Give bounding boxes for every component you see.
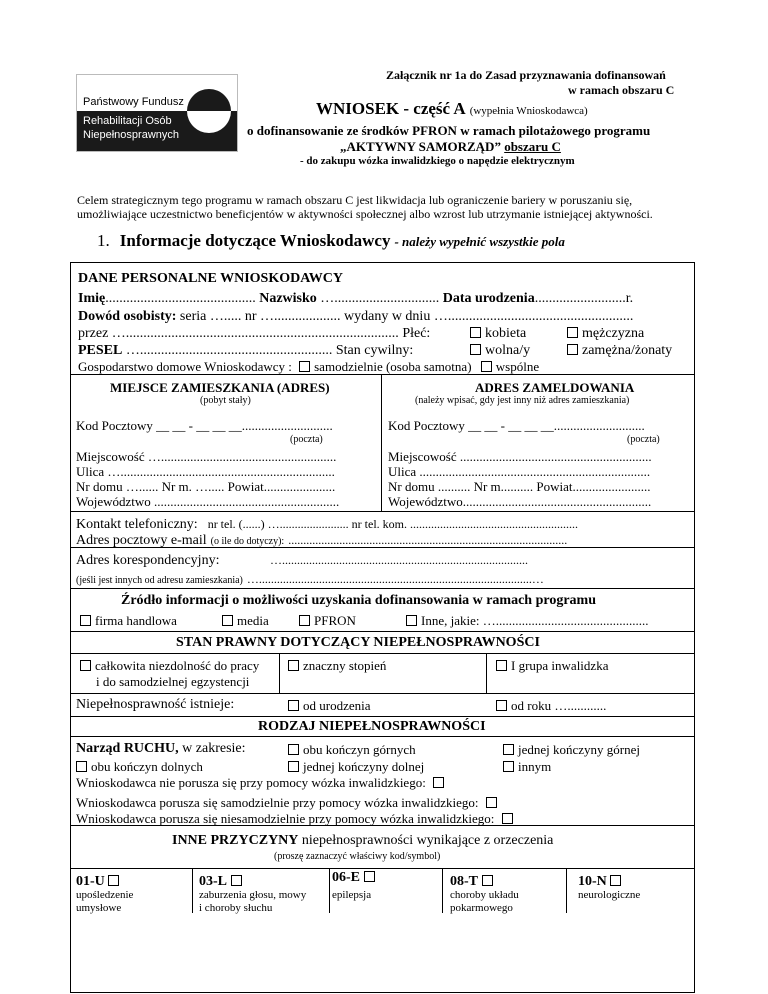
legal-total-incapacity-option[interactable]: całkowita niezdolność do pracy [80,658,259,674]
checkbox-icon[interactable] [364,871,375,882]
divider [70,716,695,717]
code-03l-desc-2: i choroby słuchu [199,902,273,914]
code-08t-option[interactable]: 08-T [450,874,497,890]
logo-half-circle-icon [183,83,235,143]
divider [70,631,695,632]
checkbox-icon[interactable] [470,327,481,338]
codes-divider [566,868,567,913]
program-area: obszaru C [504,139,561,154]
checkbox-icon[interactable] [486,797,497,808]
checkbox-icon[interactable] [222,615,233,626]
checkbox-icon[interactable] [567,327,578,338]
checkbox-icon[interactable] [76,761,87,772]
divider [70,653,695,654]
phone-field[interactable]: nr tel. (......) …....................... nr tel. kom. ........................................................ [207,517,578,531]
code-01u-desc-1: upośledzenie [76,889,134,901]
legal-divider [486,653,487,693]
code-06e-option[interactable]: 06-E [332,870,379,886]
both-upper-limbs-option[interactable]: obu kończyn górnych [288,742,416,758]
personal-line-2 [78,309,633,325]
checkbox-icon[interactable] [288,761,299,772]
intro-line-2: umożliwiające uczestnictwo beneficjentów w aktywności społecznej albo wzrost lub utrzymanie istniejącej aktywności. [77,207,653,221]
attachment-line-2: w ramach obszaru C [568,83,675,97]
section-note: - należy wypełnić wszystkie pola [394,234,565,249]
assisted-wheelchair-row: Wnioskodawca porusza się niesamodzielnie przy pomocy wózka inwalidzkiego: [76,811,517,827]
email-label: Adres pocztowy e-mail [76,533,207,548]
source-other-option[interactable]: Inne, jakie: …............................................... [406,613,648,629]
email-note: (o ile do dotyczy): [210,536,285,547]
personal-heading: DANE PERSONALNE WNIOSKODAWCY [78,271,344,286]
residence-subtitle: (pobyt stały) [200,395,251,406]
correspondence-field[interactable]: ….................................................................................. [270,553,528,567]
checkbox-icon[interactable] [299,615,310,626]
first-name-label: Imię [78,291,106,306]
legal-status-title: STAN PRAWNY DOTYCZĄCY NIEPEŁNOSPRAWNOŚCI [176,635,540,650]
residence-post-office-label: (poczta) [290,434,323,445]
correspondence-row-2 [76,570,544,588]
correspondence-note: (jeśli jest innych od adresu zamieszkania) [76,575,243,586]
pfron-logo [76,74,238,152]
checkbox-icon[interactable] [481,361,492,372]
disability-exists-label: Niepełnosprawność istnieje: [76,697,235,712]
residence-city-field[interactable]: Miejscowość …...................................................... [76,449,337,464]
checkbox-icon[interactable] [502,813,513,824]
code-08t-desc-1: choroby układu [450,889,519,901]
form-subtitle-2 [340,139,561,155]
divider [70,511,695,512]
checkbox-icon[interactable] [288,744,299,755]
legal-divider [279,653,280,693]
checkbox-icon[interactable] [567,344,578,355]
residence-title: MIEJSCE ZAMIESZKANIA (ADRES) [110,380,330,395]
code-03l-desc-1: zaburzenia głosu, mowy [199,889,307,901]
intro-line-1: Celem strategicznym tego programu w ramach obszaru C jest likwidacja lub ograniczenie bariery w poruszaniu się, [77,193,633,207]
checkbox-icon[interactable] [496,660,507,671]
id-card-field[interactable]: seria …..... nr …................... wydany w dniu …..................................................... [179,309,634,324]
correspondence-label: Adres korespondencyjny: [76,553,220,568]
form-title-note: (wypełnia Wnioskodawca) [469,105,588,117]
personal-line-1 [78,291,633,307]
form-title-row [316,99,588,119]
id-card-label: Dowód osobisty: [78,309,177,324]
divider [70,588,695,589]
checkbox-icon[interactable] [482,875,493,886]
section-title: Informacje dotyczące Wnioskodawcy [119,231,391,250]
sex-label: Płeć: [402,326,431,341]
household-shared-option[interactable]: wspólne [481,359,539,374]
email-field[interactable]: ............................................................................................. [288,533,568,547]
registration-number-field[interactable]: Nr domu .......... Nr m.......... Powiat........................ [388,479,651,494]
divider [70,693,695,694]
one-lower-limb-option[interactable]: jednej kończyny dolnej [288,759,424,775]
code-01u-desc-2: umysłowe [76,902,122,914]
codes-divider [329,868,330,913]
logo-text-top: Państwowy Fundusz [83,96,184,108]
logo-text-line2: Rehabilitacji Osób [83,115,172,127]
sex-female-option[interactable]: kobieta [470,326,526,342]
issued-by-field[interactable]: przez ….............................................................................. [78,326,399,341]
marital-label: Stan cywilny: [335,343,414,358]
checkbox-icon[interactable] [470,344,481,355]
checkbox-icon[interactable] [80,615,91,626]
pesel-label: PESEL [78,343,123,358]
form-title: WNIOSEK - część A [316,99,466,118]
pesel-field[interactable]: …....................................................... [125,343,333,358]
codes-divider [192,868,193,913]
source-pfron-option[interactable]: PFRON [299,613,356,629]
registration-subtitle: (należy wpisać, gdy jest inny niż adres zamieszkania) [415,395,630,406]
residence-postcode-field[interactable]: Kod Pocztowy __ __ - __ __ __............................ [76,418,333,433]
logo-text-line3: Niepełnosprawnych [83,129,179,141]
registration-voivodeship-field[interactable]: Województwo.......................................................... [388,494,652,509]
residence-number-field[interactable]: Nr domu …...... Nr m. …..... Powiat...................... [76,479,336,494]
residence-street-field[interactable]: Ulica ….................................................................. [76,464,335,479]
other-scope-option[interactable]: innym [503,759,551,775]
checkbox-icon[interactable] [503,744,514,755]
disability-since-year-option[interactable]: od roku …............ [496,698,606,714]
source-title: Źródło informacji o możliwości uzyskania dofinansowania w ramach programu [121,593,596,608]
form-subtitle-1: o dofinansowanie ze środków PFRON w ramach pilotażowego programu [247,123,651,138]
personal-line-5 [78,359,539,375]
first-name-field[interactable]: ........................................... [105,291,256,306]
legal-total-incapacity-line-2: i do samodzielnej egzystencji [96,674,250,689]
disability-type-title: RODZAJ NIEPEŁNOSPRAWNOŚCI [258,719,486,734]
code-10n-desc-1: neurologiczne [578,889,641,901]
program-name: „AKTYWNY SAMORZĄD” [340,139,501,154]
source-media-option[interactable]: media [222,613,269,629]
codes-divider [442,868,443,913]
legal-group-one-option[interactable]: I grupa inwalidzka [496,658,608,674]
checkbox-icon[interactable] [288,700,299,711]
one-upper-limb-option[interactable]: jednej kończyny górnej [503,742,640,758]
attachment-line-1: Załącznik nr 1a do Zasad przyznawania dofinansowań [386,68,666,82]
disability-from-birth-option[interactable]: od urodzenia [288,698,371,714]
birth-date-field[interactable]: ..........................r. [534,291,634,306]
registration-post-office-label: (poczta) [627,434,660,445]
code-06e-desc-1: epilepsja [332,889,372,901]
household-alone-option[interactable]: samodzielnie (osoba samotna) [299,359,471,374]
form-subtitle-3: - do zakupu wózka inwalidzkiego o napędzie elektrycznym [300,155,575,167]
source-company-option[interactable]: firma handlowa [80,613,177,629]
checkbox-icon[interactable] [80,660,91,671]
checkbox-icon[interactable] [231,875,242,886]
checkbox-icon[interactable] [406,615,417,626]
checkbox-icon[interactable] [108,875,119,886]
section-number: 1. [97,231,110,250]
section-1-heading [97,231,565,251]
divider [70,736,695,737]
phone-label: Kontakt telefoniczny: [76,517,198,532]
last-name-label: Nazwisko [259,291,317,306]
address-divider [381,374,382,511]
both-lower-limbs-option[interactable]: obu kończyn dolnych [76,759,203,775]
checkbox-icon[interactable] [299,361,310,372]
code-10n-option[interactable]: 10-N [578,874,625,890]
residence-voivodeship-field[interactable]: Województwo ......................................................... [76,494,340,509]
divider [70,868,695,869]
email-row [76,531,567,549]
no-wheelchair-row: Wnioskodawca nie porusza się przy pomocy wózka inwalidzkiego: [76,775,448,791]
other-causes-subtitle: (proszę zaznaczyć właściwy kod/symbol) [274,851,441,862]
birth-date-label: Data urodzenia [442,291,535,306]
registration-street-field[interactable]: Ulica ....................................................................... [388,464,651,479]
checkbox-icon[interactable] [288,660,299,671]
personal-line-3 [78,326,430,342]
sex-male-option[interactable]: mężczyzna [567,326,644,342]
marital-single-option[interactable]: wolna/y [470,343,530,359]
personal-line-4 [78,343,413,359]
household-label: Gospodarstwo domowe Wnioskodawcy : [78,359,292,374]
code-03l-option[interactable]: 03-L [199,874,246,890]
legal-significant-option[interactable]: znaczny stopień [288,658,386,674]
code-01u-option[interactable]: 01-U [76,874,123,890]
other-causes-title: INNE PRZYCZYNY niepełnosprawności wynikające z orzeczenia [172,833,554,848]
code-08t-desc-2: pokarmowego [450,902,513,914]
registration-city-field[interactable]: Miejscowość ........................................................... [388,449,652,464]
independent-wheelchair-row: Wnioskodawca porusza się samodzielnie przy pomocy wózka inwalidzkiego: [76,795,501,811]
checkbox-icon[interactable] [503,761,514,772]
registration-title: ADRES ZAMELDOWANIA [475,380,635,395]
correspondence-field-2[interactable]: …...........................................................................................… [246,572,544,586]
checkbox-icon[interactable] [433,777,444,788]
registration-postcode-field[interactable]: Kod Pocztowy __ __ - __ __ __............................ [388,418,645,433]
last-name-field[interactable]: ….............................. [320,291,440,306]
motor-organ-label: Narząd RUCHU, w zakresie: [76,741,246,756]
marital-married-option[interactable]: zamężna/żonaty [567,343,672,359]
checkbox-icon[interactable] [610,875,621,886]
checkbox-icon[interactable] [496,700,507,711]
